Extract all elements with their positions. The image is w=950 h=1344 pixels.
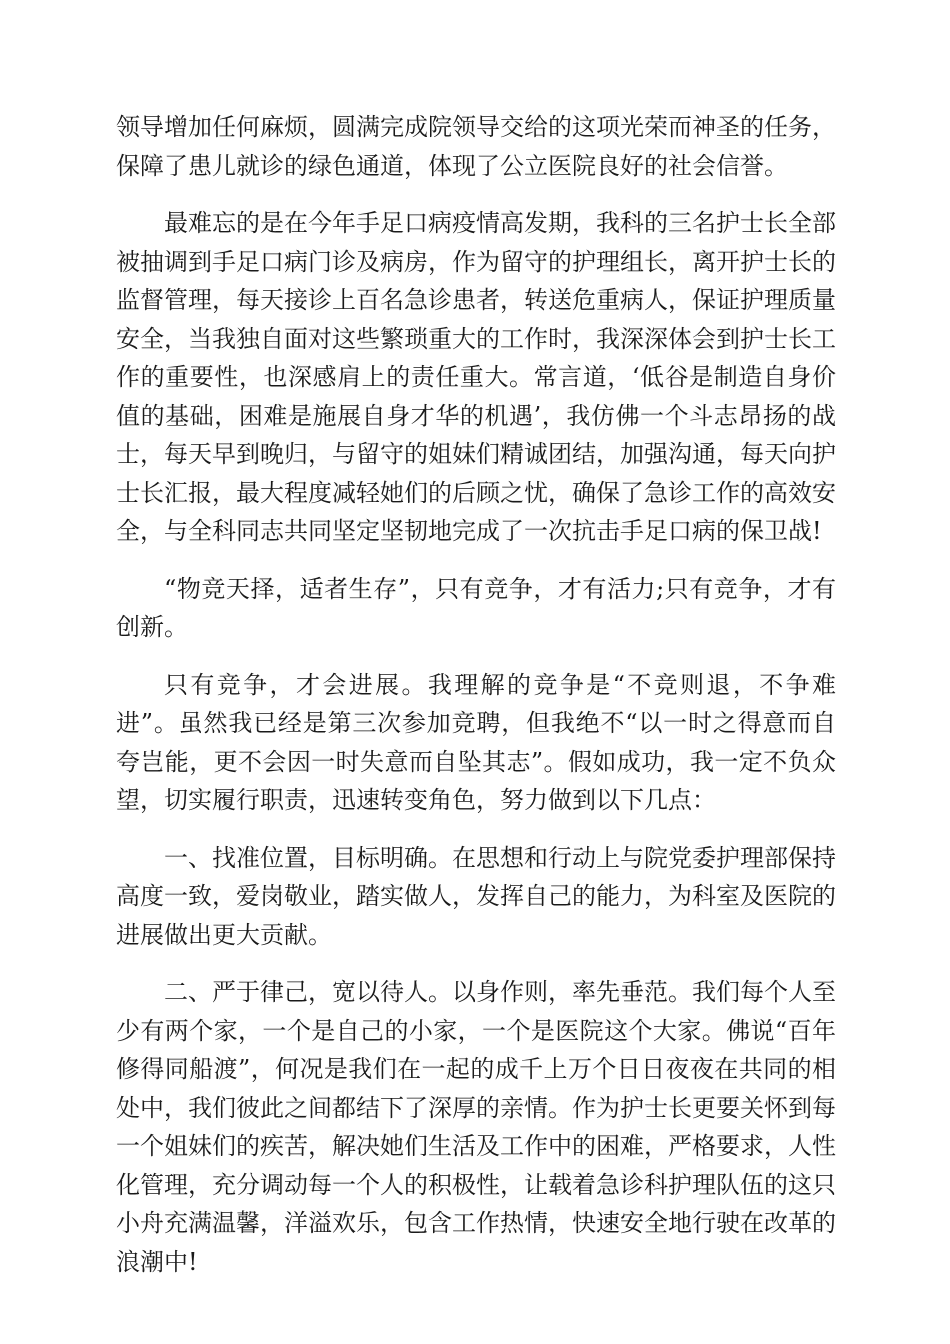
document-page [116, 108, 836, 1300]
paragraph-point-two: 二、严于律己，宽以待人。以身作则，率先垂范。我们每个人至少有两个家，一个是自己的小家，一个是医院这个大家。佛说“百年修得同船渡”，何况是我们在一起的成千上万个日日夜夜在共同的相处中，我们彼此之间都结下了深厚的亲情。作为护士长更要关怀到每一个姐妹们的疾苦，解决她们生活及工作中的困难，严格要求，人性化管理，充分调动每一个人的积极性，让载着急诊科护理队伍的这只小舟充满温馨，洋溢欢乐，包含工作热情，快速安全地行驶在改革的浪潮中! [116, 978, 836, 1276]
paragraph-competition-progress: 只有竞争，才会进展。我理解的竞争是“不竞则退，不争难进”。虽然我已经是第三次参加竞聘，但我绝不“以一时之得意而自夸岂能，更不会因一时失意而自坠其志”。假如成功，我一定不负众望，切实履行职责，迅速转变角色，努力做到以下几点： [116, 670, 836, 814]
paragraph-competition-quote: “物竞天择，适者生存”，只有竞争，才有活力;只有竞争，才有创新。 [116, 574, 836, 641]
paragraph-continuation: 领导增加任何麻烦，圆满完成院领导交给的这项光荣而神圣的任务，保障了患儿就诊的绿色通道，体现了公立医院良好的社会信誉。 [116, 113, 836, 180]
paragraph-point-one: 一、找准位置，目标明确。在思想和行动上与院党委护理部保持高度一致，爱岗敬业，踏实做人，发挥自己的能力，为科室及医院的进展做出更大贡献。 [116, 843, 836, 949]
paragraph-hfmd-epidemic: 最难忘的是在今年手足口病疫情高发期，我科的三名护士长全部被抽调到手足口病门诊及病房，作为留守的护理组长，离开护士长的监督管理，每天接诊上百名急诊患者，转送危重病人，保证护理质量安全，当我独自面对这些繁琐重大的工作时，我深深体会到护士长工作的重要性，也深感肩上的责任重大。常言道，‘低谷是制造自身价值的基础，困难是施展自身才华的机遇’，我仿佛一个斗志昂扬的战士，每天早到晚归，与留守的姐妹们精诚团结，加强沟通，每天向护士长汇报，最大程度减轻她们的后顾之忧，确保了急诊工作的高效安全，与全科同志共同坚定坚韧地完成了一次抗击手足口病的保卫战! [116, 209, 836, 545]
